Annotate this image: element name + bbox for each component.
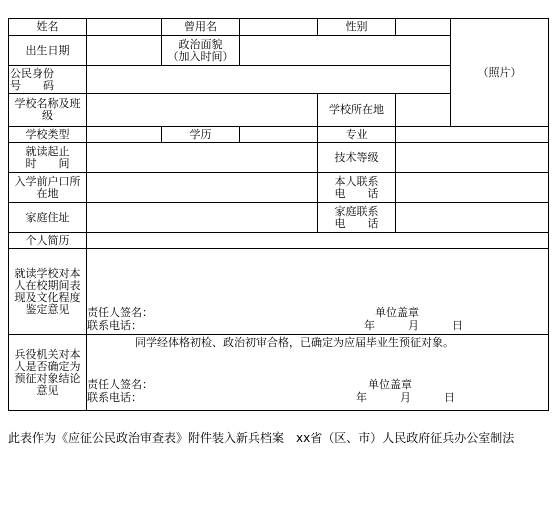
home-address-value[interactable] <box>87 203 318 233</box>
military-responsible-label: 责任人签名： <box>87 378 153 391</box>
resume-label: 个人简历 <box>9 233 87 249</box>
major-value[interactable] <box>396 127 548 143</box>
gender-label: 性别 <box>318 19 396 36</box>
school-opinion-label: 就读学校对本 人在校期间表 现及文化程度 鉴定意见 <box>9 249 87 335</box>
household-label: 入学前户口所 在地 <box>9 173 87 203</box>
resume-value[interactable] <box>87 233 548 249</box>
personal-phone-value[interactable] <box>396 173 548 203</box>
major-label: 专业 <box>318 127 396 143</box>
home-address-label: 家庭住址 <box>9 203 87 233</box>
military-statement: 同学经体格初检、政治初审合格，已确定为应届毕业生预征对象。 <box>135 336 454 349</box>
school-location-label: 学校所在地 <box>318 94 396 127</box>
education-value[interactable] <box>240 127 318 143</box>
school-location-value[interactable] <box>396 94 451 127</box>
name-value[interactable] <box>87 19 162 36</box>
school-opinion-area[interactable] <box>87 249 548 335</box>
school-responsible-label: 责任人签名： <box>87 306 153 319</box>
tech-grade-label: 技术等级 <box>318 143 396 173</box>
tech-grade-value[interactable] <box>396 143 548 173</box>
school-date-label: 年 月 日 <box>364 319 463 332</box>
study-period-label: 就读起止 时 间 <box>9 143 87 173</box>
photo-box: （照片） <box>451 19 548 127</box>
personal-phone-label: 本人联系 电 话 <box>318 173 396 203</box>
former-name-label: 曾用名 <box>162 19 240 36</box>
study-period-value[interactable] <box>87 143 318 173</box>
school-name-value[interactable] <box>87 94 318 127</box>
political-status-label: 政治面貌 （加入时间） <box>162 36 240 66</box>
political-status-value[interactable] <box>240 36 451 66</box>
school-type-value[interactable] <box>87 127 162 143</box>
school-name-label: 学校名称及班 级 <box>9 94 87 127</box>
military-opinion-label: 兵役机关对本 人是否确定为 预征对象结论 意见 <box>9 335 87 411</box>
id-number-value[interactable] <box>87 66 451 94</box>
military-seal-label: 单位盖章 <box>368 378 412 391</box>
birth-date-label: 出生日期 <box>9 36 87 66</box>
school-type-label: 学校类型 <box>9 127 87 143</box>
home-phone-value[interactable] <box>396 203 548 233</box>
footer-note: 此表作为《应征公民政治审查表》附件装入新兵档案 xx省（区、市）人民政府征兵办公室制法 <box>8 431 515 445</box>
school-seal-label: 单位盖章 <box>375 306 419 319</box>
home-phone-label: 家庭联系 电 话 <box>318 203 396 233</box>
education-label: 学历 <box>162 127 240 143</box>
political-review-form <box>8 18 549 411</box>
id-number-label: 公民身份 号 码 <box>9 66 87 94</box>
former-name-value[interactable] <box>240 19 318 36</box>
school-contact-phone-label: 联系电话： <box>87 319 142 332</box>
birth-date-value[interactable] <box>87 36 162 66</box>
name-label: 姓名 <box>9 19 87 36</box>
household-value[interactable] <box>87 173 318 203</box>
gender-value[interactable] <box>396 19 451 36</box>
military-contact-phone-label: 联系电话： <box>87 391 142 404</box>
military-date-label: 年 月 日 <box>356 391 455 404</box>
